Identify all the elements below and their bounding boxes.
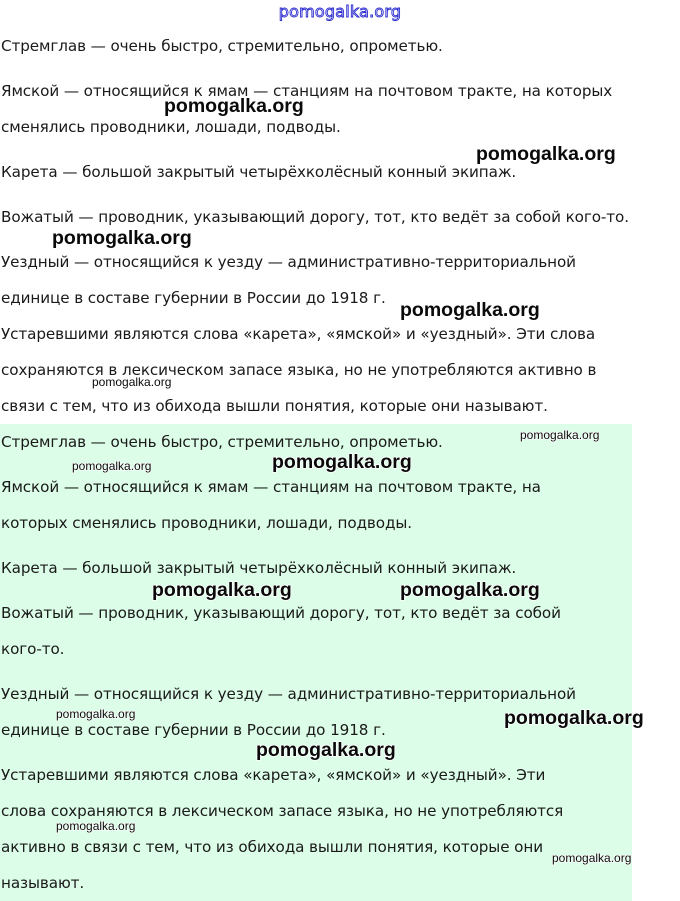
definition-line: Вожатый — проводник, указывающий дорогу, тот, кто ведёт за собой кого-то. <box>1 208 629 226</box>
watermark: pomogalka.org <box>504 707 644 729</box>
watermark: pomogalka.org <box>56 819 136 833</box>
watermark: pomogalka.org <box>56 707 136 721</box>
watermark: pomogalka.org <box>552 851 632 865</box>
definition-line: кого-то. <box>1 640 65 658</box>
watermark: pomogalka.org <box>272 451 412 473</box>
watermark: pomogalka.org <box>400 299 540 321</box>
site-header-link[interactable]: pomogalka.org <box>278 2 402 21</box>
definition-line: единице в составе губернии в России до 1918 г. <box>1 721 386 739</box>
watermark: pomogalka.org <box>92 375 172 389</box>
definition-line: Уездный — относящийся к уезду — административно-территориальной <box>1 253 576 271</box>
watermark: pomogalka.org <box>72 459 152 473</box>
conclusion-line: слова сохраняются в лексическом запасе языка, но не употребляются <box>1 802 564 820</box>
definition-line: Стремглав — очень быстро, стремительно, опрометью. <box>1 433 443 451</box>
watermark: pomogalka.org <box>400 579 540 601</box>
definition-line: единице в составе губернии в России до 1918 г. <box>1 289 386 307</box>
conclusion-line: активно в связи с тем, что из обихода вышли понятия, которые они <box>1 838 543 856</box>
watermark: pomogalka.org <box>164 95 304 117</box>
definition-line: Стремглав — очень быстро, стремительно, опрометью. <box>1 37 443 55</box>
watermark: pomogalka.org <box>476 143 616 165</box>
definition-line: Ямской — относящийся к ямам — станциям на почтовом тракте, на которых <box>1 82 613 100</box>
definition-line: Карета — большой закрытый четырёхколёсный конный экипаж. <box>1 163 517 181</box>
definition-line: Ямской — относящийся к ямам — станциям на почтовом тракте, на <box>1 478 541 496</box>
watermark: pomogalka.org <box>52 227 192 249</box>
definition-line: сменялись проводники, лошади, подводы. <box>1 118 341 136</box>
definition-line: Уездный — относящийся к уезду — административно-территориальной <box>1 685 576 703</box>
watermark: pomogalka.org <box>256 739 396 761</box>
conclusion-line: называют. <box>1 874 85 892</box>
watermark: pomogalka.org <box>152 579 292 601</box>
conclusion-line: Устаревшими являются слова «карета», «ямской» и «уездный». Эти <box>1 766 546 784</box>
conclusion-line: Устаревшими являются слова «карета», «ямской» и «уездный». Эти слова <box>1 325 596 343</box>
definition-line: Карета — большой закрытый четырёхколёсный конный экипаж. <box>1 559 517 577</box>
conclusion-line: сохраняются в лексическом запасе языка, но не употребляются активно в <box>1 361 597 379</box>
watermark: pomogalka.org <box>520 428 600 442</box>
definition-line: которых сменялись проводники, лошади, подводы. <box>1 514 412 532</box>
conclusion-line: связи с тем, что из обихода вышли понятия, которые они называют. <box>1 397 548 415</box>
definition-line: Вожатый — проводник, указывающий дорогу, тот, кто ведёт за собой <box>1 604 561 622</box>
